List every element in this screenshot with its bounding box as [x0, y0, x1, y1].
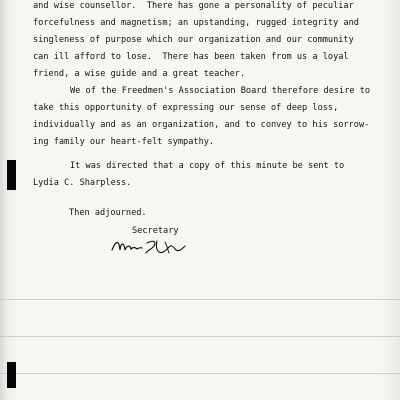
binder-punch-mark — [7, 160, 16, 190]
scan-line — [0, 336, 400, 337]
scan-line — [0, 373, 400, 374]
minute-instruction-line: It was directed that a copy of this minute be sent to — [70, 161, 345, 171]
minute-instruction-line: Lydia C. Sharpless. — [33, 178, 132, 188]
body-text-line: forcefulness and magnetism; an upstanding, rugged integrity and — [33, 18, 359, 28]
paragraph-line: take this opportunity of expressing our sense of deep loss, — [33, 103, 339, 113]
secretary-label: Secretary — [132, 226, 179, 236]
paragraph-line: We of the Freedmen's Association Board therefore desire to — [70, 86, 371, 96]
body-text-line: friend, a wise guide and a great teacher. — [33, 69, 246, 79]
scan-line — [0, 299, 400, 300]
body-text-line: can ill afford to lose. There has been taken from us a loyal — [33, 52, 349, 62]
paragraph-line: individually and as an organization, and to convey to his sorrow- — [33, 120, 370, 130]
body-text-line: and wise counsellor. There has gone a personality of peculiar — [33, 1, 354, 11]
binder-punch-mark — [7, 362, 16, 388]
handwritten-signature-image — [109, 236, 187, 258]
body-text-line: singleness of purpose which our organization and our community — [33, 35, 354, 45]
paragraph-line: ing family our heart-felt sympathy. — [33, 137, 215, 147]
adjournment-line: Then adjourned. — [69, 208, 147, 218]
